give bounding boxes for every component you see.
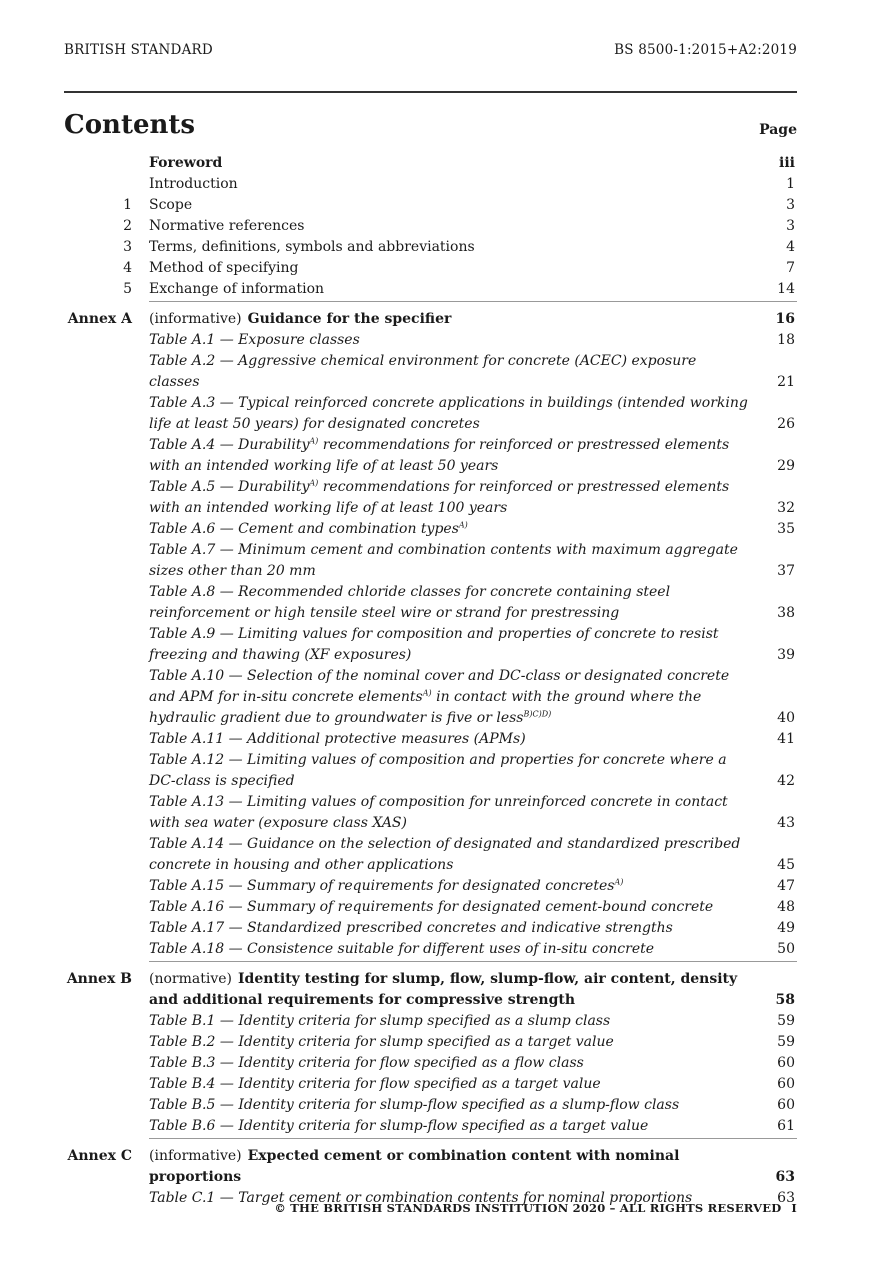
table-entry[interactable] (64, 750, 797, 792)
table-title: Table A.11 — Additional protective measures (APMs) (149, 731, 526, 747)
table-title: Table A.14 — Guidance on the selection of designated and standardized prescribed concrete in housing and other applications (149, 836, 741, 873)
table-page: 47 (777, 878, 795, 894)
annex-page: 58 (775, 992, 795, 1008)
table-title: Table A.9 — Limiting values for composition and properties of concrete to resist freezing and thawing (XF exposures) (149, 626, 719, 663)
header-standard-label: BRITISH STANDARD (64, 42, 213, 58)
toc-entry[interactable] (64, 258, 797, 279)
table-page: 32 (777, 500, 795, 516)
entry-page: iii (779, 155, 795, 171)
table-title-text: Table A.10 — Selection of the nominal cover and DC-class or designated concrete and APM for in-situ concrete elements (149, 668, 730, 705)
entry-page: 14 (777, 281, 795, 297)
entry-page: 7 (786, 260, 795, 276)
table-of-contents (64, 153, 797, 1209)
annex-b-entry[interactable] (64, 969, 797, 1011)
table-title: Table A.1 — Exposure classes (149, 332, 360, 348)
toc-entry[interactable] (64, 153, 797, 174)
table-title: Table A.18 — Consistence suitable for different uses of in-situ concrete (149, 941, 655, 957)
entry-title: Method of specifying (149, 260, 299, 276)
table-entry[interactable] (64, 1032, 797, 1053)
annex-separator (149, 1138, 797, 1139)
entry-title: Scope (149, 197, 193, 213)
toc-entry[interactable] (64, 195, 797, 216)
table-title (149, 477, 797, 519)
annex-a-entry[interactable] (64, 309, 797, 330)
table-title-text: Table A.4 — Durability (149, 437, 310, 453)
entry-page: 1 (786, 176, 795, 192)
table-page: 50 (777, 941, 795, 957)
table-entry[interactable] (64, 897, 797, 918)
footer (274, 1201, 797, 1215)
annex-type: (normative) (149, 971, 232, 987)
toc-entry[interactable] (64, 174, 797, 195)
table-page: 49 (777, 920, 795, 936)
table-entry[interactable] (64, 939, 797, 960)
annex-type: (informative) (149, 1148, 242, 1164)
footnote-ref: B)C)D) (523, 709, 552, 719)
entry-page: 3 (786, 197, 795, 213)
annex-heading (149, 1146, 797, 1188)
table-title: Table A.7 — Minimum cement and combination contents with maximum aggregate sizes other than 20 mm (149, 542, 738, 579)
table-page: 40 (777, 710, 795, 726)
header-rule (64, 91, 797, 93)
table-page: 37 (777, 563, 795, 579)
table-page: 21 (777, 374, 795, 390)
table-title-text: recommendations for reinforced or prestressed elements with an intended working life of at least 50 years (149, 437, 730, 474)
footer-copyright: © THE BRITISH STANDARDS INSTITUTION 2020 – ALL RIGHTS RESERVED (274, 1201, 782, 1215)
table-title: Table A.16 — Summary of requirements for designated cement-bound concrete (149, 899, 714, 915)
table-page: 38 (777, 605, 795, 621)
entry-title: Normative references (149, 218, 305, 234)
table-entry[interactable] (64, 351, 797, 393)
table-entry[interactable] (64, 1011, 797, 1032)
table-page: 59 (777, 1013, 795, 1029)
table-entry[interactable] (64, 1053, 797, 1074)
annex-label: Annex C (67, 1148, 132, 1164)
table-entry[interactable] (64, 1116, 797, 1137)
table-entry[interactable] (64, 792, 797, 834)
table-entry[interactable] (64, 624, 797, 666)
header-document-code: BS 8500-1:2015+A2:2019 (614, 42, 797, 58)
table-title (149, 876, 797, 897)
table-title: Table A.2 — Aggressive chemical environment for concrete (ACEC) exposure classes (149, 353, 697, 390)
entry-page: 3 (786, 218, 795, 234)
annex-heading (149, 969, 797, 1011)
table-page: 43 (777, 815, 795, 831)
table-title: Table B.6 — Identity criteria for slump-flow specified as a target value (149, 1118, 649, 1134)
entry-title: Foreword (149, 155, 223, 171)
annex-type: (informative) (149, 311, 242, 327)
annex-page: 63 (775, 1169, 795, 1185)
table-title: Table A.8 — Recommended chloride classes for concrete containing steel reinforcement or high tensile steel wire or strand for prestressing (149, 584, 671, 621)
toc-entry[interactable] (64, 216, 797, 237)
entry-title: Terms, definitions, symbols and abbreviations (149, 239, 475, 255)
table-entry[interactable] (64, 477, 797, 519)
table-title: Table A.12 — Limiting values of composition and properties for concrete where a DC-class is specified (149, 752, 727, 789)
entry-page: 4 (786, 239, 795, 255)
table-title-text: Table A.15 — Summary of requirements for designated concretes (149, 878, 615, 894)
table-page: 18 (777, 332, 795, 348)
table-title: Table C.1 — Target cement or combination contents for nominal proportions (149, 1190, 693, 1206)
table-title: Table A.3 — Typical reinforced concrete applications in buildings (intended working life at least 50 years) for designated concretes (149, 395, 748, 432)
table-title-text: Table A.5 — Durability (149, 479, 310, 495)
table-page: 29 (777, 458, 795, 474)
clause-number: 2 (123, 218, 132, 234)
table-title: Table B.2 — Identity criteria for slump specified as a target value (149, 1034, 614, 1050)
table-title: Table B.4 — Identity criteria for flow specified as a target value (149, 1076, 601, 1092)
table-title-text: recommendations for reinforced or prestressed elements with an intended working life of at least 100 years (149, 479, 730, 516)
annex-label: Annex A (67, 311, 132, 327)
clause-number: 3 (123, 239, 132, 255)
table-page: 45 (777, 857, 795, 873)
table-entry[interactable] (64, 1074, 797, 1095)
table-entry[interactable] (64, 729, 797, 750)
footnote-ref: A) (422, 688, 432, 698)
toc-entry[interactable] (64, 279, 797, 300)
footer-page-number: I (791, 1201, 797, 1215)
footnote-ref: A) (614, 877, 624, 887)
table-page: 60 (777, 1055, 795, 1071)
page-column-label: Page (759, 122, 797, 138)
annex-page: 16 (775, 311, 795, 327)
page-title: Contents (64, 110, 196, 140)
table-page: 39 (777, 647, 795, 663)
table-entry[interactable] (64, 1095, 797, 1116)
table-page: 59 (777, 1034, 795, 1050)
table-page: 61 (777, 1118, 795, 1134)
table-title (149, 435, 797, 477)
clause-number: 4 (123, 260, 132, 276)
table-title (149, 519, 797, 540)
table-page: 42 (777, 773, 795, 789)
table-entry[interactable] (64, 330, 797, 351)
table-page: 35 (777, 521, 795, 537)
table-entry[interactable] (64, 918, 797, 939)
table-page: 26 (777, 416, 795, 432)
table-title: Table B.1 — Identity criteria for slump specified as a slump class (149, 1013, 611, 1029)
table-entry[interactable] (64, 435, 797, 477)
table-entry[interactable] (64, 834, 797, 876)
table-page: 63 (777, 1190, 795, 1206)
table-entry[interactable] (64, 519, 797, 540)
table-entry[interactable] (64, 582, 797, 624)
table-title: Table A.13 — Limiting values of composition for unreinforced concrete in contact with sea water (exposure class XAS) (149, 794, 728, 831)
entry-title: Introduction (149, 176, 238, 192)
annex-separator (149, 301, 797, 302)
clause-number: 5 (123, 281, 132, 297)
annex-title: Identity testing for slump, flow, slump-flow, air content, density and additional requirements for compressive strength (149, 971, 738, 1008)
annex-separator (149, 961, 797, 962)
table-entry[interactable] (64, 540, 797, 582)
entry-title: Exchange of information (149, 281, 325, 297)
footnote-ref: A) (458, 520, 468, 530)
clause-number: 1 (123, 197, 132, 213)
table-page: 60 (777, 1076, 795, 1092)
annex-c-entry[interactable] (64, 1146, 797, 1188)
table-page: 41 (777, 731, 795, 747)
table-title: Table A.17 — Standardized prescribed concretes and indicative strengths (149, 920, 673, 936)
footnote-ref: A) (309, 478, 319, 488)
table-title (149, 666, 797, 729)
table-title-text: Table A.6 — Cement and combination types (149, 521, 459, 537)
toc-entry[interactable] (64, 237, 797, 258)
table-title: Table B.5 — Identity criteria for slump-flow specified as a slump-flow class (149, 1097, 680, 1113)
table-entry[interactable] (64, 393, 797, 435)
table-entry[interactable] (64, 876, 797, 897)
annex-title: Guidance for the specifier (247, 311, 452, 327)
table-page: 60 (777, 1097, 795, 1113)
footnote-ref: A) (309, 436, 319, 446)
annex-title: Expected cement or combination content with nominal proportions (149, 1148, 680, 1185)
table-title-text: in contact with the ground where the hydraulic gradient due to groundwater is five or less (149, 689, 702, 726)
table-entry[interactable] (64, 666, 797, 729)
annex-heading (149, 309, 797, 330)
table-page: 48 (777, 899, 795, 915)
annex-label: Annex B (66, 971, 132, 987)
table-title: Table B.3 — Identity criteria for flow specified as a flow class (149, 1055, 584, 1071)
